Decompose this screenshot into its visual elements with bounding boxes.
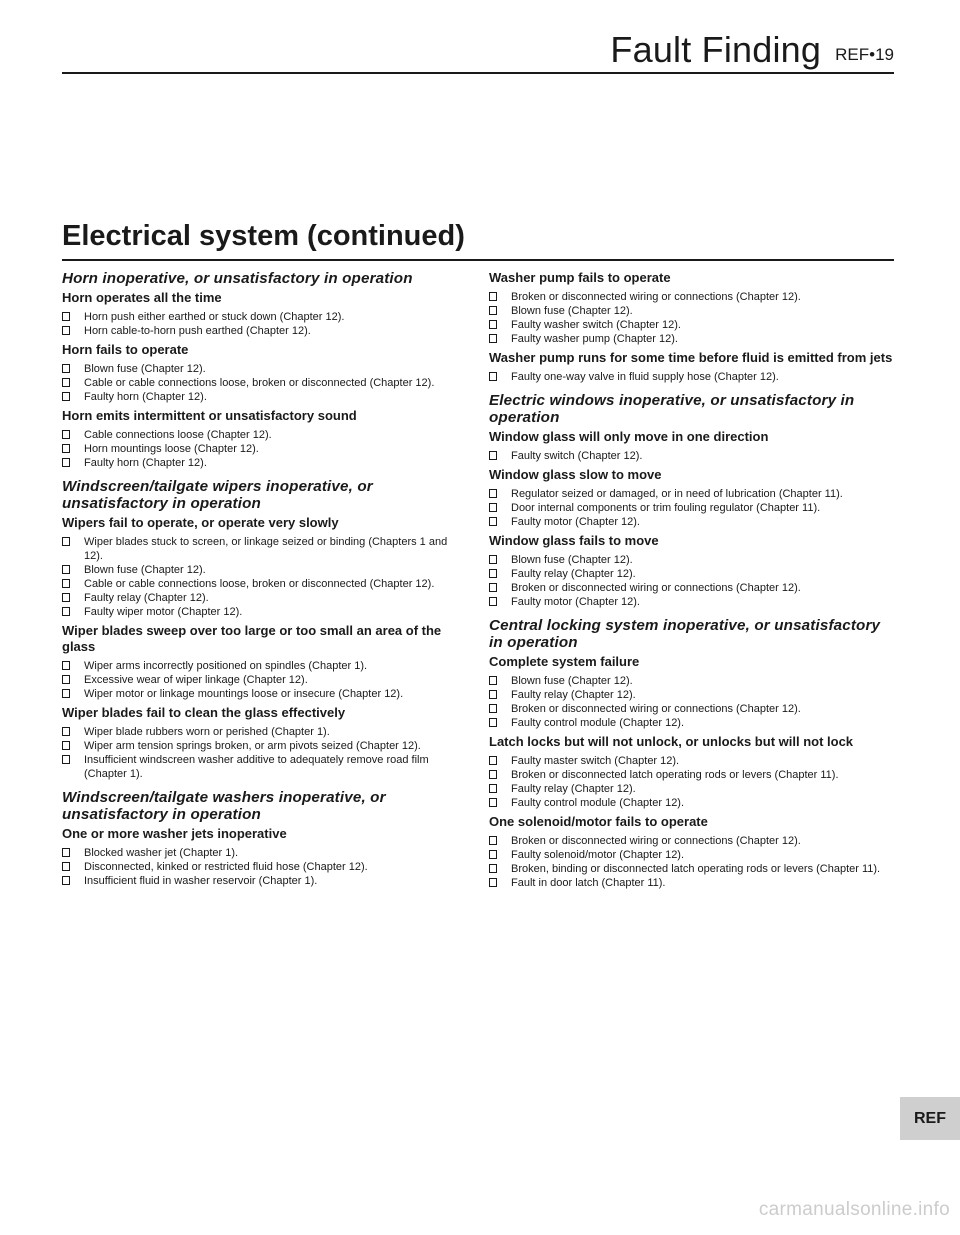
checklist-item-text: Disconnected, kinked or restricted fluid hose (Chapter 12).	[84, 861, 368, 873]
checkbox-icon	[489, 320, 497, 329]
ref-side-tab-label: REF	[914, 1109, 946, 1127]
checklist-item-text: Faulty master switch (Chapter 12).	[511, 755, 680, 767]
checklist-item	[62, 725, 466, 739]
checklist-item	[489, 487, 893, 501]
checklist	[62, 310, 466, 338]
checkbox-icon	[489, 489, 497, 498]
checklist-item-text: Faulty relay (Chapter 12).	[84, 592, 209, 604]
checklist-item	[62, 442, 466, 456]
checklist-item-text: Blown fuse (Chapter 12).	[511, 305, 633, 317]
checklist-item-text: Faulty washer switch (Chapter 12).	[511, 319, 681, 331]
checklist	[62, 659, 466, 701]
checklist	[489, 370, 893, 384]
fault-group	[489, 392, 893, 609]
checklist-item-text: Broken or disconnected wiring or connections (Chapter 12).	[511, 291, 801, 303]
checklist-item-text: Insufficient windscreen washer additive to adequately remove road film (Chapter 1).	[84, 754, 429, 780]
checklist-item	[489, 318, 893, 332]
checklist-item	[489, 782, 893, 796]
checkbox-icon	[489, 756, 497, 765]
fault-title: Washer pump fails to operate	[489, 270, 671, 285]
checkbox-icon	[62, 661, 70, 670]
fault-group	[62, 270, 466, 470]
page-reference: REF•19	[835, 45, 894, 64]
checklist-item-text: Faulty washer pump (Chapter 12).	[511, 333, 678, 345]
checklist-item	[489, 848, 893, 862]
checklist-item	[489, 716, 893, 730]
checklist-item	[489, 834, 893, 848]
watermark: carmanualsonline.info	[758, 1199, 950, 1220]
checklist-item	[62, 673, 466, 687]
checklist	[489, 754, 893, 810]
checkbox-icon	[489, 569, 497, 578]
checklist-item-text: Blown fuse (Chapter 12).	[511, 554, 633, 566]
checklist-item-text: Broken or disconnected wiring or connections (Chapter 12).	[511, 582, 801, 594]
checklist-item-text: Broken or disconnected wiring or connections (Chapter 12).	[511, 703, 801, 715]
checkbox-icon	[62, 392, 70, 401]
checkbox-icon	[489, 798, 497, 807]
checklist-item	[62, 310, 466, 324]
checkbox-icon	[489, 770, 497, 779]
checklist-item	[62, 739, 466, 753]
fault-title: Washer pump runs for some time before fluid is emitted from jets	[489, 350, 893, 365]
checkbox-icon	[62, 326, 70, 335]
checkbox-icon	[62, 312, 70, 321]
checklist-item	[489, 449, 893, 463]
checkbox-icon	[489, 718, 497, 727]
checklist-item-text: Cable or cable connections loose, broken or disconnected (Chapter 12).	[84, 578, 435, 590]
checkbox-icon	[489, 583, 497, 592]
checkbox-icon	[489, 597, 497, 606]
checklist-item-text: Horn push either earthed or stuck down (Chapter 12).	[84, 311, 345, 323]
checklist-item-text: Faulty horn (Chapter 12).	[84, 391, 207, 403]
checklist	[489, 487, 893, 529]
checkbox-icon	[489, 864, 497, 873]
checklist-item-text: Faulty horn (Chapter 12).	[84, 457, 207, 469]
checklist	[489, 290, 893, 346]
checkbox-icon	[489, 836, 497, 845]
checkbox-icon	[489, 676, 497, 685]
checklist-item-text: Blown fuse (Chapter 12).	[84, 564, 206, 576]
checkbox-icon	[489, 503, 497, 512]
fault-title: Window glass slow to move	[489, 467, 662, 482]
checklist-item	[489, 862, 893, 876]
left-column	[62, 270, 466, 896]
checkbox-icon	[62, 593, 70, 602]
checklist-item	[489, 702, 893, 716]
chapter-title: Fault Finding	[610, 29, 822, 70]
checklist-item-text: Faulty switch (Chapter 12).	[511, 450, 643, 462]
checklist-item-text: Faulty control module (Chapter 12).	[511, 717, 685, 729]
checklist-item	[62, 563, 466, 577]
group-heading: Horn inoperative, or unsatisfactory in operation	[62, 270, 413, 287]
checklist-item-text: Faulty solenoid/motor (Chapter 12).	[511, 849, 685, 861]
checklist-item	[489, 332, 893, 346]
checklist-item-text: Door internal components or trim fouling regulator (Chapter 11).	[511, 502, 821, 514]
checklist	[62, 362, 466, 404]
checklist-item	[489, 304, 893, 318]
checklist-item	[489, 796, 893, 810]
checklist-item	[62, 535, 466, 563]
checklist-item	[62, 687, 466, 701]
fault-group	[62, 478, 466, 781]
fault-title: Wipers fail to operate, or operate very slowly	[62, 515, 339, 530]
checklist-item	[489, 876, 893, 890]
fault-title: Horn emits intermittent or unsatisfactory sound	[62, 408, 357, 423]
checklist-item-text: Horn cable-to-horn push earthed (Chapter 12).	[84, 325, 311, 337]
fault-title: Wiper blades sweep over too large or too small an area of the glass	[62, 623, 442, 654]
checklist-item-text: Wiper arms incorrectly positioned on spindles (Chapter 1).	[84, 660, 368, 672]
checklist-item-text: Cable or cable connections loose, broken or disconnected (Chapter 12).	[84, 377, 435, 389]
right-column	[489, 270, 893, 898]
checklist	[489, 553, 893, 609]
fault-group	[62, 789, 466, 888]
checklist	[489, 834, 893, 890]
checklist-item	[62, 376, 466, 390]
checklist-item-text: Regulator seized or damaged, or in need of lubrication (Chapter 11).	[511, 488, 843, 500]
checklist-item	[62, 324, 466, 338]
checkbox-icon	[62, 565, 70, 574]
group-heading: Electric windows inoperative, or unsatisfactory in operation	[489, 392, 855, 426]
checkbox-icon	[62, 364, 70, 373]
checkbox-icon	[62, 755, 70, 764]
fault-group	[489, 270, 893, 384]
checklist	[489, 674, 893, 730]
checklist-item-text: Wiper motor or linkage mountings loose or insecure (Chapter 12).	[84, 688, 404, 700]
checklist-item	[489, 688, 893, 702]
checklist-item	[489, 370, 893, 384]
checklist-item	[489, 581, 893, 595]
checkbox-icon	[62, 727, 70, 736]
checkbox-icon	[62, 862, 70, 871]
fault-title: Latch locks but will not unlock, or unlocks but will not lock	[489, 734, 854, 749]
checkbox-icon	[489, 784, 497, 793]
checkbox-icon	[62, 537, 70, 546]
checklist-item-text: Faulty motor (Chapter 12).	[511, 516, 640, 528]
checklist-item-text: Wiper blade rubbers worn or perished (Chapter 1).	[84, 726, 330, 738]
checklist-item	[62, 659, 466, 673]
checkbox-icon	[62, 430, 70, 439]
checkbox-icon	[489, 334, 497, 343]
checklist-item	[489, 515, 893, 529]
fault-title: One or more washer jets inoperative	[62, 826, 287, 841]
checklist-item-text: Faulty relay (Chapter 12).	[511, 783, 636, 795]
checkbox-icon	[489, 704, 497, 713]
checklist-item-text: Faulty one-way valve in fluid supply hose (Chapter 12).	[511, 371, 779, 383]
checkbox-icon	[489, 555, 497, 564]
checklist	[489, 449, 893, 463]
checklist-item	[489, 674, 893, 688]
checkbox-icon	[62, 689, 70, 698]
checkbox-icon	[489, 451, 497, 460]
checklist	[62, 846, 466, 888]
fault-title: Horn operates all the time	[62, 290, 222, 305]
checklist-item-text: Broken, binding or disconnected latch operating rods or levers (Chapter 11).	[511, 863, 881, 875]
checkbox-icon	[489, 878, 497, 887]
checklist-item-text: Horn mountings loose (Chapter 12).	[84, 443, 259, 455]
fault-title: Complete system failure	[489, 654, 640, 669]
group-heading: Windscreen/tailgate wipers inoperative, or unsatisfactory in operation	[62, 478, 373, 512]
page-header	[62, 26, 894, 74]
checkbox-icon	[489, 517, 497, 526]
ref-side-tab	[900, 1097, 960, 1140]
checkbox-icon	[62, 444, 70, 453]
fault-title: Wiper blades fail to clean the glass effectively	[62, 705, 346, 720]
checklist-item-text: Blown fuse (Chapter 12).	[511, 675, 633, 687]
checklist	[62, 428, 466, 470]
checklist-item-text: Faulty wiper motor (Chapter 12).	[84, 606, 243, 618]
fault-group	[489, 617, 893, 890]
checklist-item	[62, 605, 466, 619]
checklist	[62, 535, 466, 619]
checkbox-icon	[62, 579, 70, 588]
checklist-item	[489, 768, 893, 782]
checklist-item-text: Faulty motor (Chapter 12).	[511, 596, 640, 608]
checkbox-icon	[62, 848, 70, 857]
checkbox-icon	[489, 850, 497, 859]
checkbox-icon	[62, 741, 70, 750]
section-title: Electrical system (continued)	[62, 220, 465, 252]
checklist-item-text: Faulty control module (Chapter 12).	[511, 797, 685, 809]
checklist-item	[62, 874, 466, 888]
checkbox-icon	[62, 607, 70, 616]
checklist-item-text: Blocked washer jet (Chapter 1).	[84, 847, 239, 859]
section-divider	[62, 259, 894, 261]
checkbox-icon	[489, 690, 497, 699]
checkbox-icon	[62, 876, 70, 885]
checklist-item	[489, 754, 893, 768]
checklist-item	[62, 591, 466, 605]
checkbox-icon	[489, 292, 497, 301]
checklist-item	[62, 428, 466, 442]
checklist-item-text: Broken or disconnected wiring or connections (Chapter 12).	[511, 835, 801, 847]
checklist-item	[489, 290, 893, 304]
fault-title: Window glass fails to move	[489, 533, 659, 548]
group-heading: Central locking system inoperative, or unsatisfactory in operation	[489, 617, 881, 651]
checklist-item	[62, 753, 466, 781]
checkbox-icon	[62, 458, 70, 467]
checklist-item	[62, 362, 466, 376]
checklist	[62, 725, 466, 781]
group-heading: Windscreen/tailgate washers inoperative, or unsatisfactory in operation	[62, 789, 386, 823]
checklist-item	[489, 595, 893, 609]
fault-title: Horn fails to operate	[62, 342, 189, 357]
checklist-item	[62, 860, 466, 874]
checklist-item-text: Wiper arm tension springs broken, or arm pivots seized (Chapter 12).	[84, 740, 421, 752]
checkbox-icon	[62, 378, 70, 387]
checklist-item-text: Faulty relay (Chapter 12).	[511, 568, 636, 580]
checkbox-icon	[489, 372, 497, 381]
checklist-item	[62, 577, 466, 591]
checklist-item-text: Blown fuse (Chapter 12).	[84, 363, 206, 375]
checklist-item	[62, 456, 466, 470]
checklist-item	[62, 390, 466, 404]
checklist-item-text: Insufficient fluid in washer reservoir (Chapter 1).	[84, 875, 318, 887]
checklist-item	[489, 553, 893, 567]
checkbox-icon	[489, 306, 497, 315]
checkbox-icon	[62, 675, 70, 684]
checklist-item	[489, 567, 893, 581]
checklist-item-text: Faulty relay (Chapter 12).	[511, 689, 636, 701]
checklist-item	[489, 501, 893, 515]
checklist-item	[62, 846, 466, 860]
checklist-item-text: Fault in door latch (Chapter 11).	[511, 877, 666, 889]
fault-title: Window glass will only move in one direction	[489, 429, 769, 444]
checklist-item-text: Cable connections loose (Chapter 12).	[84, 429, 272, 441]
checklist-item-text: Wiper blades stuck to screen, or linkage seized or binding (Chapters 1 and 12).	[84, 536, 448, 562]
checklist-item-text: Broken or disconnected latch operating rods or levers (Chapter 11).	[511, 769, 839, 781]
fault-title: One solenoid/motor fails to operate	[489, 814, 708, 829]
checklist-item-text: Excessive wear of wiper linkage (Chapter 12).	[84, 674, 308, 686]
